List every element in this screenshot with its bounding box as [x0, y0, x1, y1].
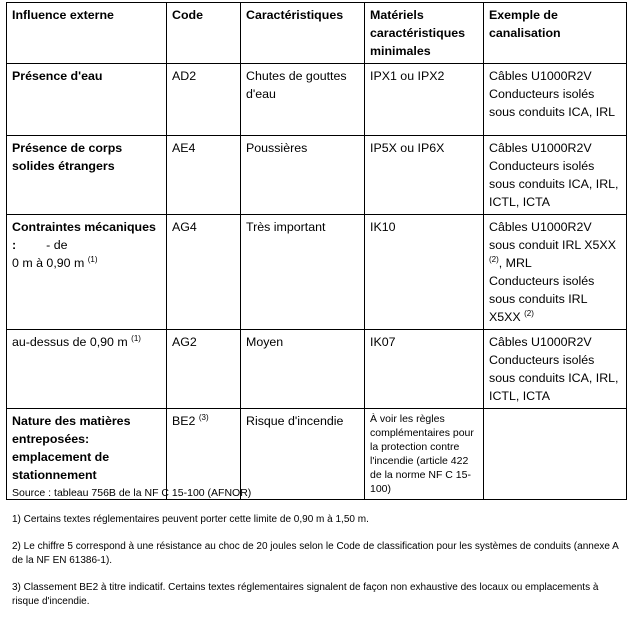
- influence-range: 0 m à 0,90 m: [12, 256, 85, 270]
- cell-exemple: [484, 136, 627, 215]
- influences-table: [6, 2, 627, 500]
- influence-text: au-dessus de 0,90 m: [12, 335, 128, 349]
- influence-label: Contraintes mécaniques :: [12, 220, 156, 252]
- header-code: Code: [167, 3, 241, 64]
- table-header-row: [7, 3, 627, 64]
- cell-materiels: IK10: [365, 215, 484, 330]
- footnotes: [12, 486, 624, 609]
- footnote-ref: (1): [87, 254, 98, 264]
- footnote-3: 3) Classement BE2 à titre indicatif. Certains textes réglementaires signalent de façon non exhaustive des locaux ou emplacements à risque d'incendie.: [12, 582, 599, 607]
- exemple-text: Câbles U1000R2V sous conduit IRL X5XX: [489, 220, 616, 252]
- footnote-1: 1) Certains textes réglementaires peuvent porter cette limite de 0,90 m à 1,50 m.: [12, 514, 369, 525]
- table-row: [7, 136, 627, 215]
- table-row: [7, 215, 627, 330]
- footnote-ref: (2): [524, 308, 534, 318]
- cell-exemple: [484, 330, 627, 409]
- cell-caracteristiques: Chutes de gouttes d'eau: [241, 64, 365, 136]
- cell-materiels: À voir les règles complémentaires pour la protection contre l'incendie (article 422 de la norme NF C 15-100): [365, 409, 484, 500]
- header-caracteristiques: Caractéristiques: [241, 3, 365, 64]
- cell-exemple: [484, 64, 627, 136]
- cell-exemple: [484, 215, 627, 330]
- footnote-ref: (3): [198, 412, 209, 422]
- exemple-line: Câbles U1000R2V: [489, 69, 592, 83]
- cell-materiels: IPX1 ou IPX2: [365, 64, 484, 136]
- table-row: [7, 64, 627, 136]
- exemple-line: Câbles U1000R2V: [489, 141, 592, 155]
- header-materiels: Matériels caractéristiques minimales: [365, 3, 484, 64]
- cell-code: AE4: [167, 136, 241, 215]
- cell-influence: Présence de corps solides étrangers: [7, 136, 167, 215]
- footnote-2: 2) Le chiffre 5 correspond à une résistance au choc de 20 joules selon le Code de classification pour les systèmes de conduits (annexe A de la NF EN 61386-1).: [12, 541, 619, 566]
- header-influence: Influence externe: [7, 3, 167, 64]
- table-row: [7, 330, 627, 409]
- cell-materiels: IK07: [365, 330, 484, 409]
- code-text: BE2: [172, 414, 196, 428]
- exemple-line: Conducteurs isolés sous conduits ICA, IRL, ICTL, ICTA: [489, 159, 619, 209]
- footnote-ref: (2): [489, 254, 499, 264]
- cell-code: AG4: [167, 215, 241, 330]
- cell-influence: Présence d'eau: [7, 64, 167, 136]
- exemple-text: Conducteurs isolés sous conduits IRL X5XX: [489, 274, 595, 324]
- cell-influence: Nature des matières entreposées: emplacement de stationnement: [7, 409, 167, 500]
- header-exemple: Exemple de canalisation: [484, 3, 627, 64]
- footnote-ref: (1): [131, 333, 141, 343]
- cell-code: AG2: [167, 330, 241, 409]
- cell-caracteristiques: Risque d'incendie: [241, 409, 365, 500]
- cell-code: AD2: [167, 64, 241, 136]
- exemple-line: Conducteurs isolés sous conduits ICA, IRL, ICTL, ICTA: [489, 353, 619, 403]
- exemple-line: Câbles U1000R2V: [489, 335, 592, 349]
- cell-influence: [7, 215, 167, 330]
- source-note: Source : tableau 756B de la NF C 15-100 (AFNOR): [12, 487, 252, 499]
- cell-caracteristiques: Très important: [241, 215, 365, 330]
- cell-materiels: IP5X ou IP6X: [365, 136, 484, 215]
- cell-influence: [7, 330, 167, 409]
- exemple-text: , MRL: [498, 256, 532, 270]
- cell-caracteristiques: Moyen: [241, 330, 365, 409]
- influence-range-prefix: - de: [46, 238, 68, 252]
- cell-caracteristiques: Poussières: [241, 136, 365, 215]
- exemple-line: Conducteurs isolés sous conduits ICA, IRL: [489, 87, 616, 119]
